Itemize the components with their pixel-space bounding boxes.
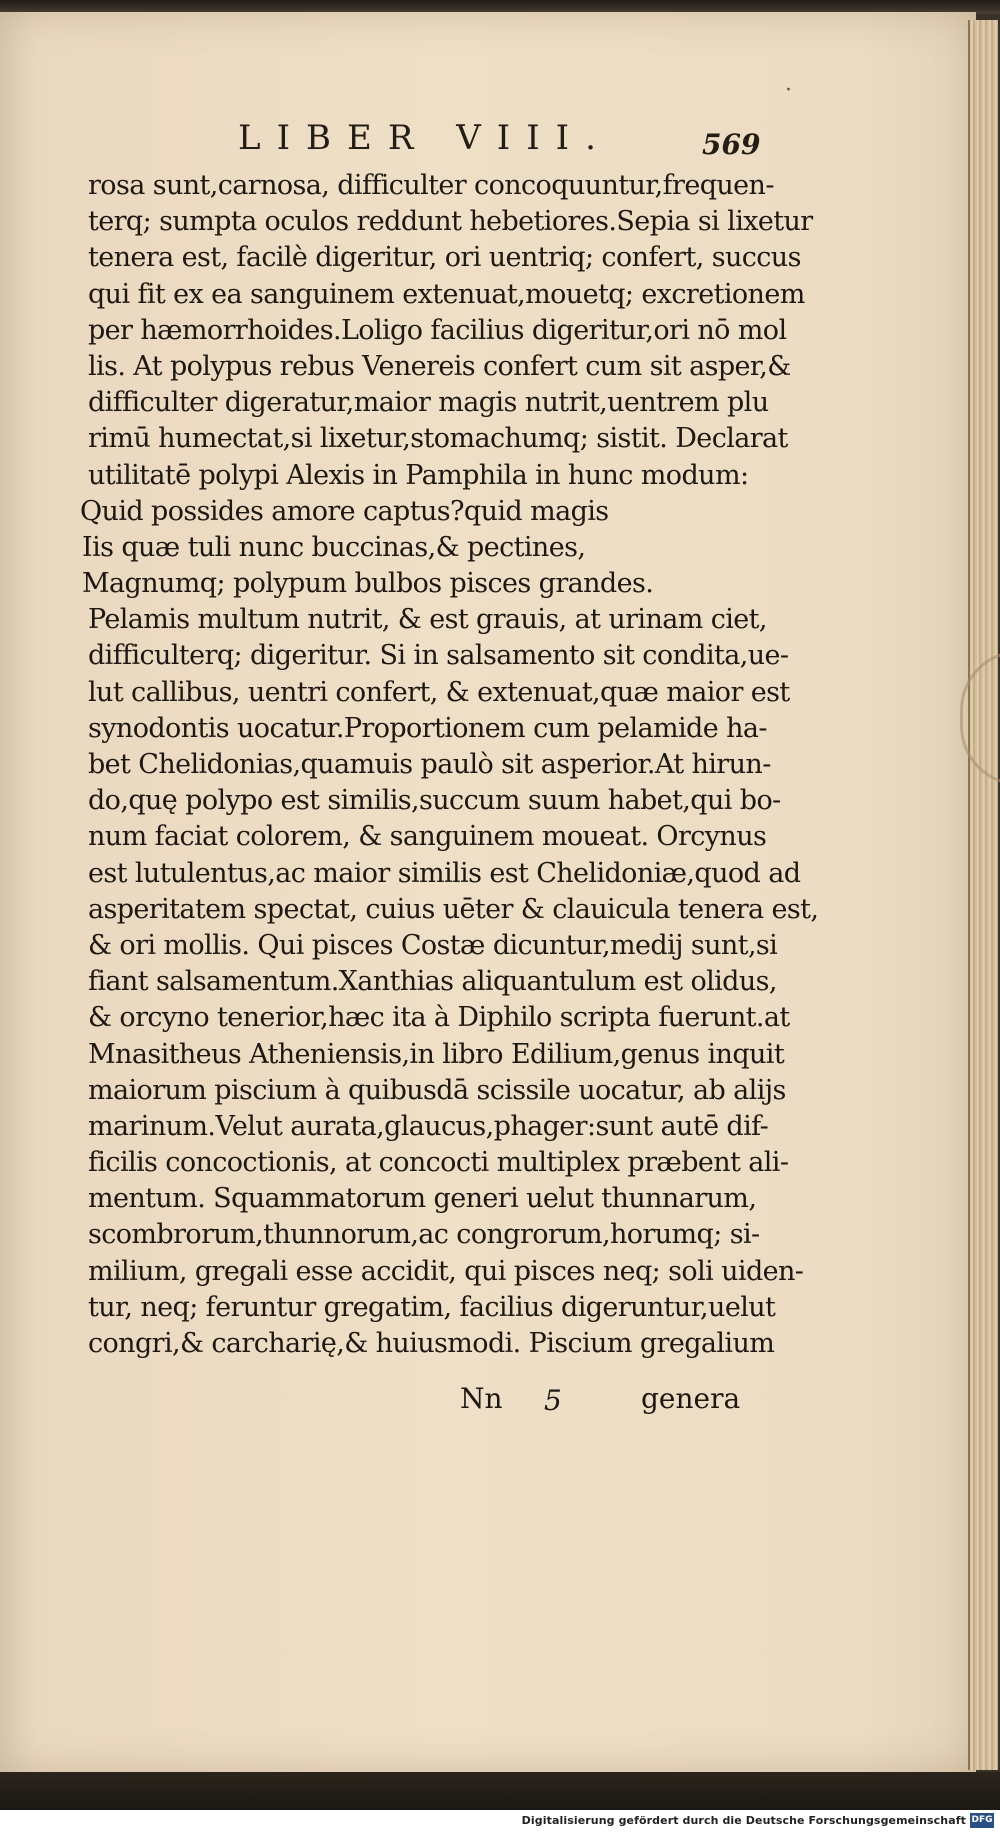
text-line: synodontis uocatur.Proportionem cum pelamide ha- — [88, 712, 767, 744]
page-stain: · — [785, 78, 792, 103]
text-line: rosa sunt,carnosa, difficulter concoquuntur,frequen- — [88, 170, 774, 201]
text-line: maiorum piscium à quibusdā scissile uocatur, ab alijs — [88, 1074, 786, 1106]
text-line: mentum. Squammatorum generi uelut thunnarum, — [88, 1183, 757, 1215]
text-line: congri,& carcharię,& huiusmodi. Piscium gregalium — [88, 1328, 775, 1359]
text-line: asperitatem spectat, cuius uēter & clauicula tenera est, — [88, 893, 819, 925]
dfg-logo: DFG — [970, 1813, 994, 1828]
text-line: rimū humectat,si lixetur,stomachumq; sistit. Declarat — [88, 423, 788, 455]
text-line: ficilis concoctionis, at concocti multiplex præbent ali- — [88, 1147, 789, 1179]
text-line: difficulter digeratur,maior magis nutrit,uentrem plu — [88, 387, 769, 419]
text-line: utilitatē polypi Alexis in Pamphila in hunc modum: — [88, 459, 749, 491]
digitization-credit: Digitalisierung gefördert durch die Deutsche Forschungsgemeinschaft — [521, 1814, 966, 1827]
text-line: tur, neq; feruntur gregatim, facilius digeruntur,uelut — [88, 1291, 776, 1323]
text-line: milium, gregali esse accidit, qui pisces neq; soli uiden- — [88, 1255, 804, 1287]
text-line: lut callibus, uentri confert, & extenuat,quæ maior est — [88, 676, 790, 708]
text-line: per hæmorrhoides.Loligo facilius digeritur,ori nō mol — [88, 314, 787, 346]
signature-number: 5 — [544, 1384, 562, 1417]
signature-mark: Nn — [460, 1382, 503, 1415]
text-line: bet Chelidonias,quamuis paulò sit asperior.At hirun- — [88, 749, 771, 780]
page-edge-stack — [968, 20, 998, 1770]
text-line: lis. At polypus rebus Venereis confert cum sit asper,& — [88, 350, 791, 382]
text-line: difficulterq; digeritur. Si in salsamento sit condita,ue- — [88, 640, 789, 672]
text-line: est lutulentus,ac maior similis est Chelidoniæ,quod ad — [88, 857, 801, 889]
text-block — [80, 168, 819, 1362]
folio-number: 569 — [702, 128, 761, 161]
verse-line: Magnumq; polypum bulbos pisces grandes. — [82, 568, 654, 600]
text-line: do,quę polypo est similis,succum suum habet,qui bo- — [88, 785, 781, 817]
text-line: scombrorum,thunnorum,ac congrorum,horumq; si- — [88, 1219, 760, 1251]
text-line: & orcyno tenerior,hæc ita à Diphilo scripta fuerunt.at — [88, 1002, 790, 1034]
text-line: num faciat colorem, & sanguinem moueat. Orcynus — [88, 821, 767, 853]
catchword: genera — [641, 1382, 741, 1415]
text-line: Mnasitheus Atheniensis,in libro Edilium,genus inquit — [88, 1038, 785, 1070]
text-line: & ori mollis. Qui pisces Costæ dicuntur,medij sunt,si — [88, 929, 778, 961]
scan-bottom-edge — [0, 1772, 1000, 1810]
text-line: terq; sumpta oculos reddunt hebetiores.Sepia si lixetur — [88, 206, 813, 238]
text-line: qui fit ex ea sanguinem extenuat,mouetq; excretionem — [88, 278, 805, 310]
text-line: marinum.Velut aurata,glaucus,phager:sunt autē dif- — [88, 1110, 769, 1142]
text-line: fiant salsamentum.Xanthias aliquantulum est olidus, — [88, 966, 777, 998]
text-line: tenera est, facilè digeritur, ori uentriq; confert, succus — [88, 242, 801, 274]
verse-line: Iis quæ tuli nunc buccinas,& pectines, — [82, 531, 586, 563]
text-line: Pelamis multum nutrit, & est grauis, at urinam ciet, — [88, 604, 767, 636]
running-head: LIBER VIII. — [238, 118, 612, 158]
verse-line: Quid possides amore captus?quid magis — [80, 495, 609, 527]
